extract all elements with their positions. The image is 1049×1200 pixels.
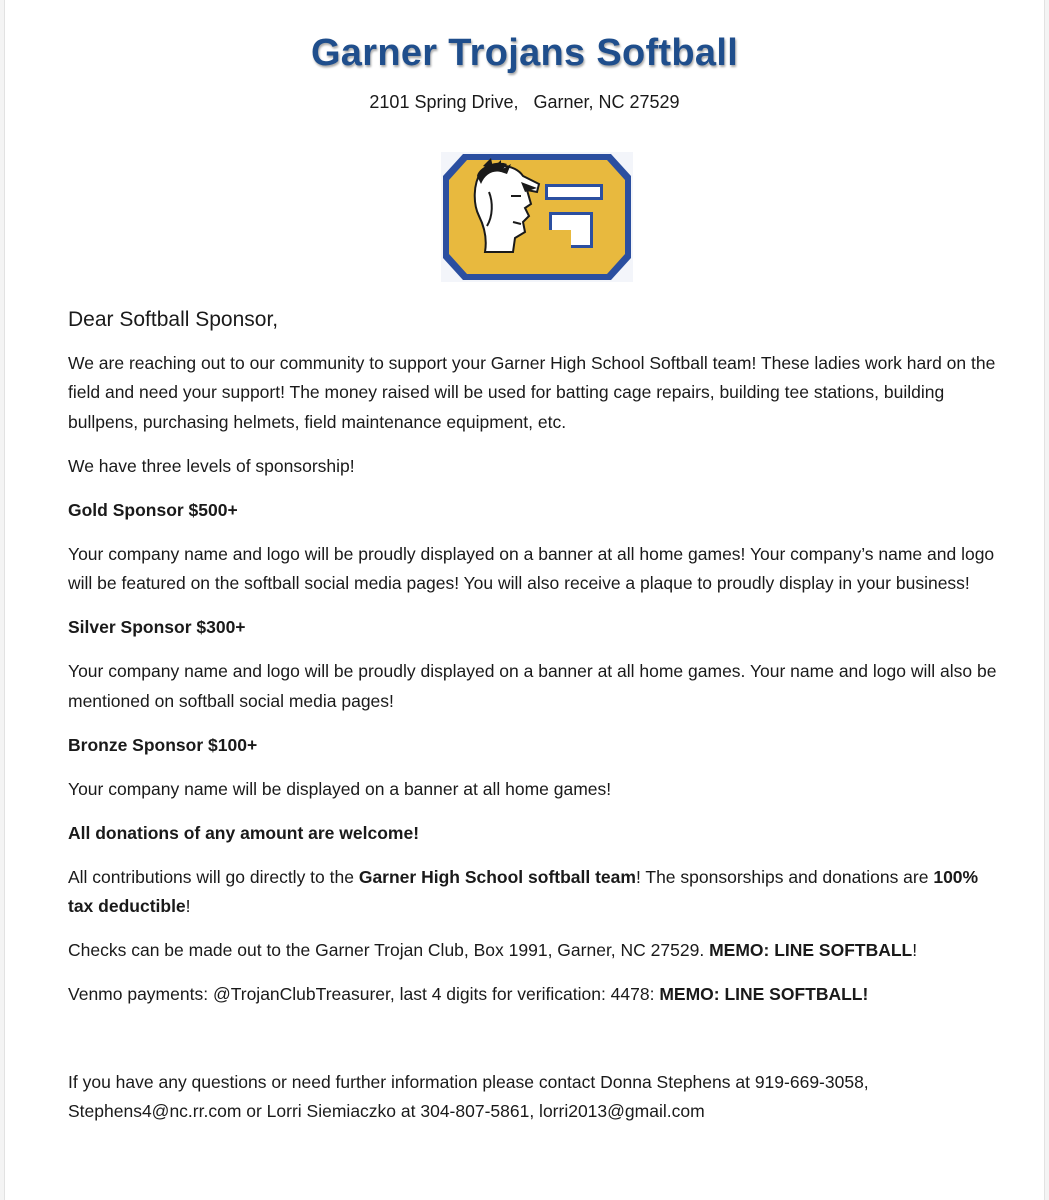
venmo-paragraph: Venmo payments: @TrojanClubTreasurer, last 4 digits for verification: 4478: MEMO: LINE SOFTBALL!: [68, 984, 869, 1004]
bronze-sponsor-description: Your company name will be displayed on a banner at all home games!: [68, 778, 612, 799]
trojans-logo: [441, 152, 633, 282]
contributions-paragraph: All contributions will go directly to the Garner High School softball team! The sponsorships and donations are 100% tax deductible!: [68, 866, 979, 916]
letterhead-address: 2101 Spring Drive, Garner, NC 27529: [369, 92, 680, 112]
checks-paragraph: Checks can be made out to the Garner Trojan Club, Box 1991, Garner, NC 27529. MEMO: LINE SOFTBALL!: [68, 940, 918, 960]
donations-welcome: All donations of any amount are welcome!: [68, 822, 420, 843]
bronze-sponsor-heading: Bronze Sponsor $100+: [68, 734, 258, 755]
silver-sponsor-description: Your company name and logo will be proudly displayed on a banner at all home games. Your name and logo will also be mentioned on softball social media pages!: [68, 661, 997, 711]
silver-sponsor-heading: Silver Sponsor $300+: [68, 617, 246, 637]
gold-sponsor-description: Your company name and logo will be proudly displayed on a banner at all home games! Your company’s name and logo will be featured on the softball social media pages! You will also receive a plaque to proudly display in your business!: [68, 543, 995, 593]
letter-page: [4, 0, 1045, 1200]
letter-body: [68, 305, 998, 1141]
levels-intro: We have three levels of sponsorship!: [68, 455, 355, 476]
intro-paragraph: We are reaching out to our community to support your Garner High School Softball team! These ladies work hard on the field and need your support! The money raised will be used for batting cage repairs, building tee stations, building bullpens, purchasing helmets, field maintenance equipment, etc.: [68, 352, 996, 432]
contact-paragraph: If you have any questions or need further information please contact Donna Stephens at 919-669-3058, Stephens4@nc.rr.com or Lorri Siemiaczko at 304-807-5861, lorri2013@gmail.com: [68, 1071, 869, 1121]
gold-sponsor-heading: Gold Sponsor $500+: [68, 499, 238, 520]
salutation: Dear Softball Sponsor,: [68, 308, 279, 331]
letterhead-title: Garner Trojans Softball: [310, 32, 739, 74]
